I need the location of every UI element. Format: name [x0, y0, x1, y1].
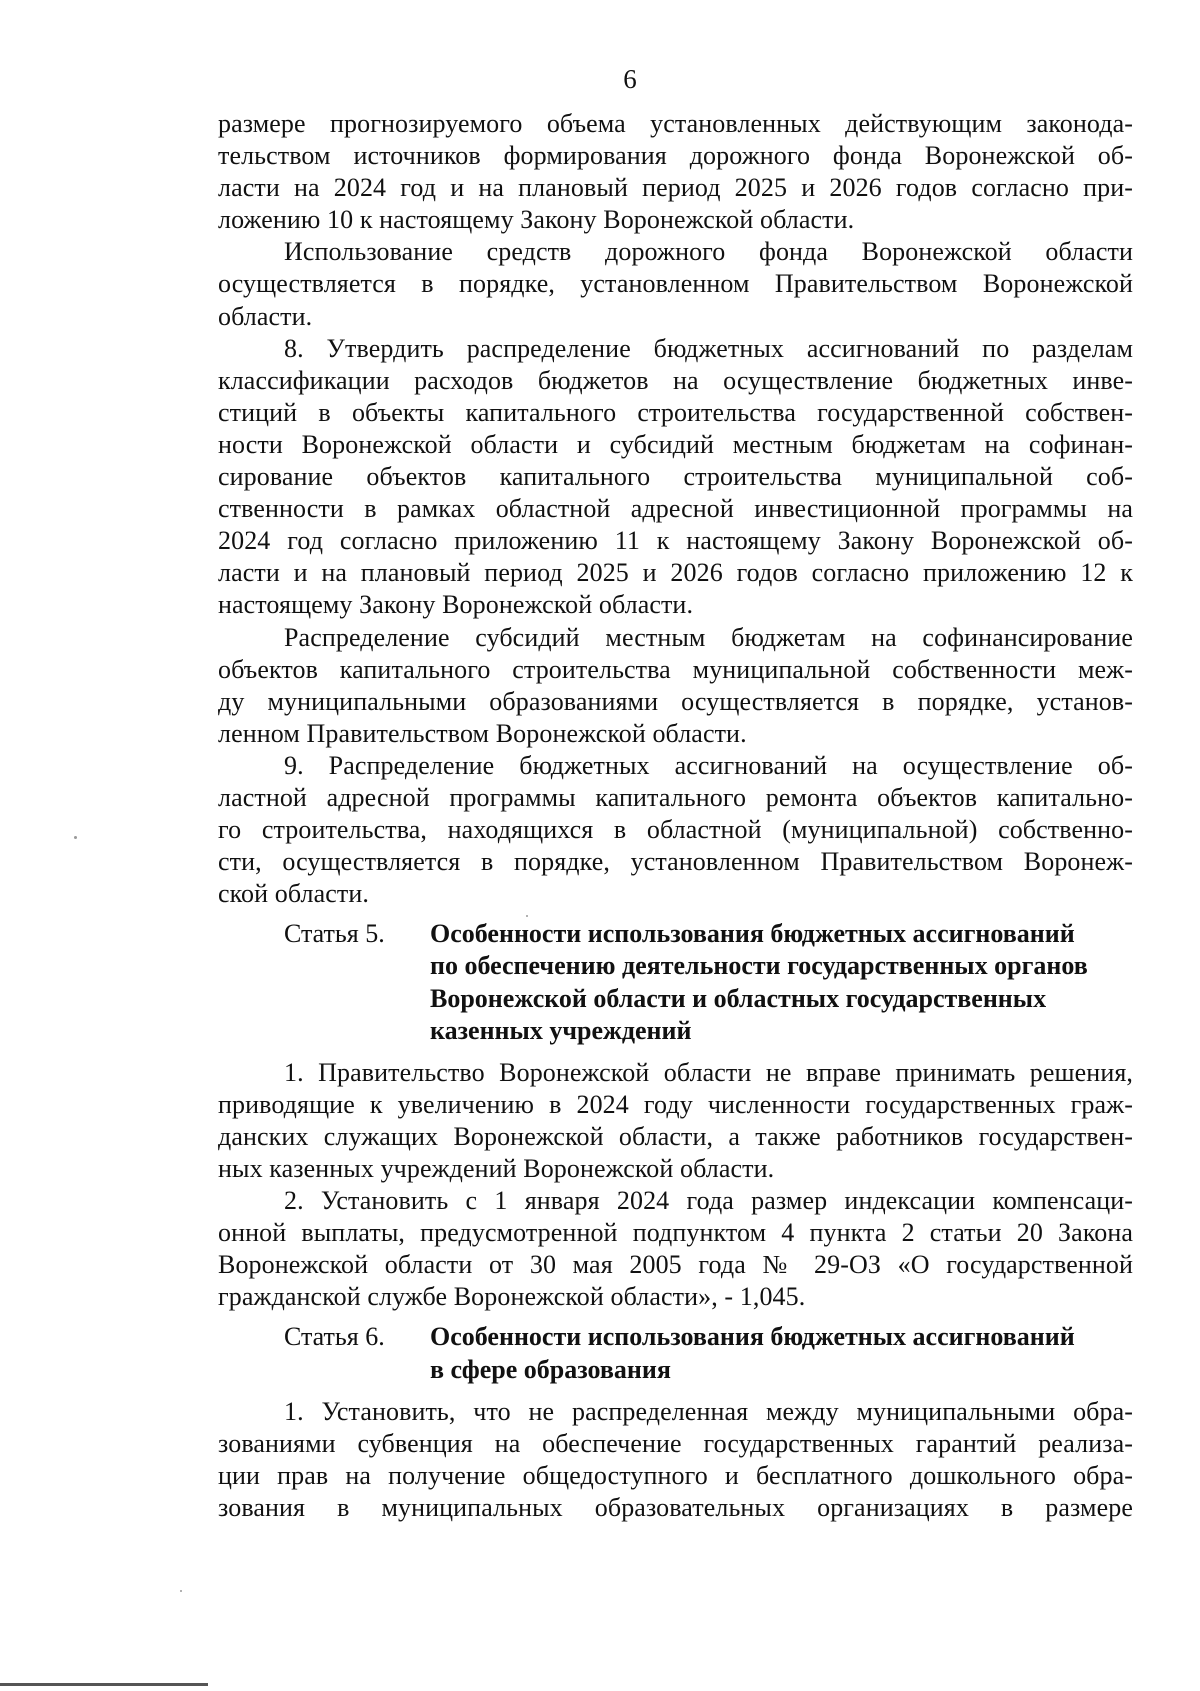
- text-line: ложению 10 к настоящему Закону Воронежской области.: [218, 205, 855, 235]
- scan-speck: [180, 1590, 182, 1592]
- subsidies-paragraph: [218, 622, 1133, 750]
- text-line: сти, осуществляется в порядке, установленном Правительством Воронеж-: [218, 847, 1133, 877]
- article-6-item-1: [218, 1396, 1133, 1524]
- text-line: 8. Утвердить распределение бюджетных ассигнований по разделам: [284, 333, 1133, 363]
- text-line: зования в муниципальных образовательных организациях в размере: [218, 1492, 1133, 1522]
- text-line: 1. Правительство Воронежской области не вправе принимать решения,: [284, 1057, 1133, 1087]
- text-line: онной выплаты, предусмотренной подпунктом 4 пункта 2 статьи 20 Закона: [218, 1218, 1133, 1248]
- text-line: Использование средств дорожного фонда Воронежской области: [284, 237, 1133, 267]
- text-line: ных казенных учреждений Воронежской области.: [218, 1154, 775, 1183]
- article-5-title-line: Особенности использования бюджетных ассигнований: [430, 919, 1075, 949]
- scan-speck: [526, 915, 528, 917]
- text-line: области.: [218, 301, 313, 331]
- article-5-label: Статья 5.: [284, 919, 385, 949]
- fund-usage-paragraph: [218, 236, 1133, 332]
- article-6-title-line: Особенности использования бюджетных ассигнований: [430, 1322, 1075, 1352]
- article-5-item-2: [218, 1185, 1133, 1313]
- item-9-paragraph: [218, 750, 1133, 910]
- text-line: 2. Установить с 1 января 2024 года размер индексации компенсаци-: [284, 1186, 1133, 1216]
- text-line: ласти и на плановый период 2025 и 2026 годов согласно приложению 12 к: [218, 558, 1133, 588]
- text-line: 2024 год согласно приложению 11 к настоящему Закону Воронежской об-: [218, 526, 1133, 556]
- text-line: зованиями субвенция на обеспечение государственных гарантий реализа-: [218, 1428, 1133, 1458]
- text-line: ственности в рамках областной адресной инвестиционной программы на: [218, 494, 1133, 524]
- item-8-paragraph: [218, 333, 1133, 622]
- article-6-heading: [218, 1321, 1133, 1385]
- text-line: го строительства, находящихся в областной (муниципальной) собственно-: [218, 815, 1133, 845]
- text-line: ленном Правительством Воронежской области.: [218, 718, 747, 748]
- article-5-title-line: Воронежской области и областных государственных: [430, 983, 1047, 1013]
- article-6-title-line: в сфере образования: [430, 1354, 671, 1384]
- text-line: стиций в объекты капитального строительства государственной собствен-: [218, 397, 1133, 427]
- intro-paragraph: [218, 108, 1133, 236]
- text-line: настоящему Закону Воронежской области.: [218, 590, 694, 620]
- text-line: Воронежской области от 30 мая 2005 года № 29-ОЗ «О государственной: [218, 1250, 1133, 1280]
- article-5-title-line: казенных учреждений: [430, 1015, 692, 1045]
- text-line: объектов капитального строительства муниципальной собственности меж-: [218, 654, 1133, 684]
- text-line: ции прав на получение общедоступного и бесплатного дошкольного обра-: [218, 1460, 1133, 1490]
- text-line: 1. Установить, что не распределенная между муниципальными обра-: [284, 1396, 1133, 1426]
- text-line: ласти на 2024 год и на плановый период 2025 и 2026 годов согласно при-: [218, 173, 1133, 203]
- article-5-item-1: [218, 1057, 1133, 1185]
- text-line: данских служащих Воронежской области, а также работников государствен-: [218, 1121, 1133, 1151]
- scan-edge-line: [0, 1683, 208, 1686]
- text-line: тельством источников формирования дорожного фонда Воронежской об-: [218, 141, 1133, 171]
- text-line: ду муниципальными образованиями осуществляется в порядке, установ-: [218, 686, 1133, 716]
- article-5-title-line: по обеспечению деятельности государственных органов: [430, 951, 1088, 981]
- text-line: гражданской службе Воронежской области», - 1,045.: [218, 1282, 806, 1312]
- page-number: 6: [623, 64, 637, 94]
- text-line: 9. Распределение бюджетных ассигнований на осуществление об-: [284, 750, 1133, 780]
- text-line: приводящие к увеличению в 2024 году численности государственных граж-: [218, 1089, 1133, 1119]
- text-line: размере прогнозируемого объема установленных действующим законода-: [218, 109, 1133, 138]
- text-line: ской области.: [218, 879, 369, 909]
- text-line: ности Воронежской области и субсидий местным бюджетам на софинан-: [218, 429, 1133, 459]
- text-line: Распределение субсидий местным бюджетам на софинансирование: [284, 622, 1133, 652]
- text-line: классификации расходов бюджетов на осуществление бюджетных инве-: [218, 365, 1133, 395]
- text-line: ластной адресной программы капитального ремонта объектов капитально-: [218, 782, 1133, 812]
- article-6-label: Статья 6.: [284, 1322, 385, 1352]
- scan-speck: [74, 836, 77, 839]
- document-body: [218, 108, 1133, 1524]
- text-line: сирование объектов капитального строительства муниципальной соб-: [218, 462, 1133, 492]
- text-line: осуществляется в порядке, установленном Правительством Воронежской: [218, 269, 1133, 299]
- article-5-heading: [218, 918, 1133, 1046]
